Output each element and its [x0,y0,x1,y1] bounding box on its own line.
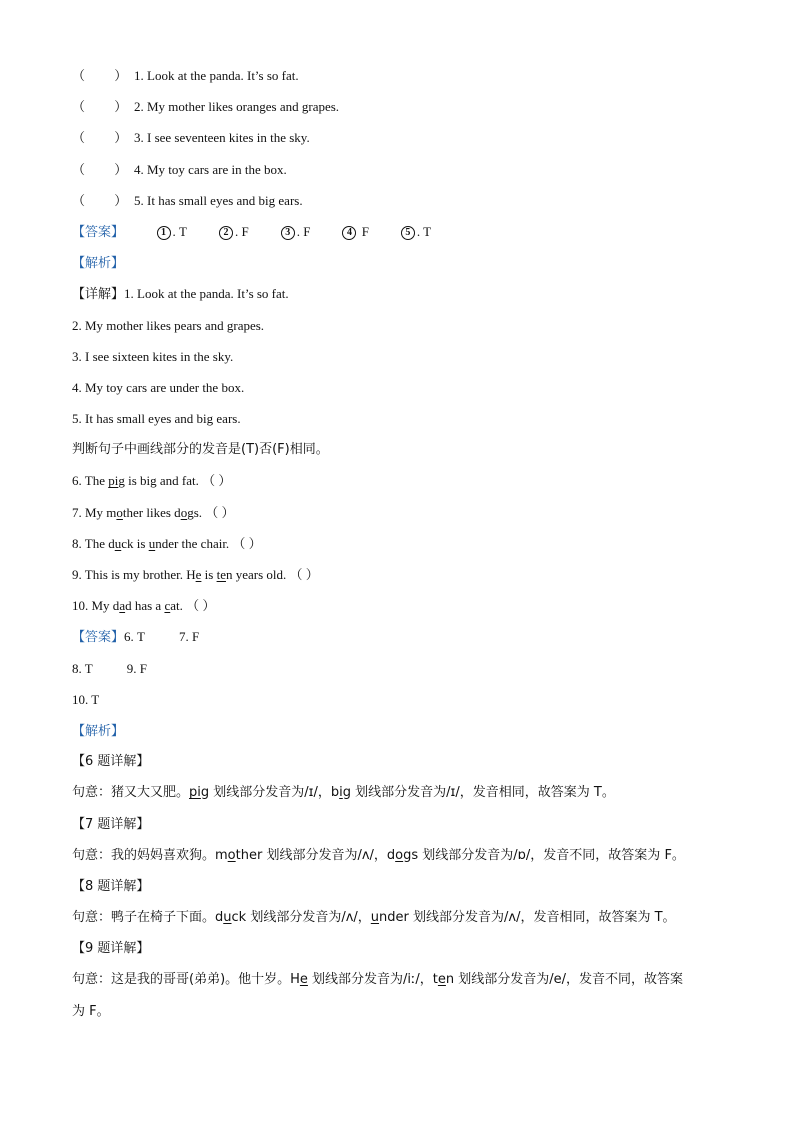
question-text: 6. The [72,473,109,489]
question-9 [72,561,732,592]
question-text: is [201,567,217,582]
question-text: It has small eyes and big ears. [147,192,303,208]
question-text: g is big and fat. （ ） [118,473,232,489]
explanation-9-cont [72,998,732,1029]
question-text: 9. This is my brother. H [72,567,196,582]
answer-label: 【答案】 [72,629,125,645]
answer-item [342,224,368,239]
detail-text: 3. I see sixteen kites in the sky. [72,348,234,364]
question-text: at. （ ） [170,598,216,614]
explanation-text: b [330,785,340,801]
detail-line-5 [72,405,732,436]
circled-number: 1 [157,226,171,240]
explanation-text: 句意：猪又大又肥。 [72,785,190,801]
question-10 [72,592,732,623]
explanation-text: 划线部分发音为/ɪ/，发音相同，故答案为 T。 [351,785,615,801]
question-1 [72,62,732,93]
question-dot: . [140,161,147,177]
explanation-9 [72,966,732,997]
question-text: 7. My m [72,504,117,520]
question-7 [72,499,732,530]
question-text: ck is [121,535,149,551]
answer-value: . T [172,223,187,239]
question-dot: . [140,192,147,208]
answer-line-1 [72,218,732,249]
underlined-sound: e [299,972,308,988]
answer-value: . F [234,223,249,239]
question-dot: . [140,130,147,146]
underlined-sound: o [395,847,404,863]
underlined-sound: a [119,598,126,614]
underlined-sound: o [227,847,236,863]
answer-item [281,224,311,239]
question-6 [72,467,732,498]
answer-items [157,224,464,239]
detail-line-4 [72,374,732,405]
explanation-text: 句意：鸭子在椅子下面。d [72,910,224,926]
explanation-8-title: 【8 题详解】 [72,878,150,894]
explanation-text: 划线部分发音为/ɪ/， [209,785,331,801]
answer-label: 【答案】 [72,223,125,239]
explanation-text: 句意：这是我的哥哥(弟弟)。他十岁。H [72,972,300,988]
detail-line-1 [72,280,732,311]
question-dot: . [140,99,147,115]
question-3 [72,124,732,155]
question-8 [72,530,732,561]
question-text: nder the chair. （ ） [155,535,262,551]
underlined-sound: u [148,535,156,551]
explanation-text: nder 划线部分发音为/ʌ/，发音相同，故答案为 T。 [379,910,676,926]
underlined-sound: e [437,972,446,988]
answer-blank: （ ） [72,130,128,146]
answer-item [219,224,249,239]
question-text: 10. My d [72,598,120,614]
explanation-text: g [200,785,210,801]
detail-text: 4. My toy cars are under the box. [72,379,245,395]
answer-item [157,224,187,239]
answer-value: . F [296,223,311,239]
question-dot: . [140,68,147,83]
underlined-sound: pi [108,473,119,489]
underlined-sound: u [114,535,122,551]
underlined-sound: e [195,567,202,582]
question-number: 3 [134,130,141,146]
detail-line-3 [72,343,732,374]
analysis-label: 【解析】 [72,255,125,271]
questions-part1 [72,62,732,218]
question-4 [72,156,732,187]
question-number: 5 [134,192,141,208]
analysis-line-2 [72,717,732,748]
answer-value: F [358,223,369,239]
underlined-sound: pi [189,785,201,801]
answer-blank: （ ） [72,192,128,208]
circled-number: 5 [401,226,415,240]
answer-item [401,224,431,239]
answer-blank: （ ） [72,161,128,177]
answer-value: 10. T [72,691,100,707]
question-text: n years old. （ ） [225,567,319,582]
question-text: Look at the panda. It’s so fat. [147,68,299,83]
explanation-text: g [342,785,352,801]
detail-line-2 [72,312,732,343]
underlined-sound: te [216,567,226,582]
answer-line-4 [72,686,732,717]
underlined-sound: u [223,910,232,926]
circled-number: 3 [281,226,295,240]
detail-text: 5. It has small eyes and big ears. [72,411,241,427]
question-text: I see seventeen kites in the sky. [147,130,310,146]
answer-value: 8. T [72,660,93,676]
analysis-line-1 [72,249,732,280]
circled-number: 2 [219,226,233,240]
explanation-7-title: 【7 题详解】 [72,816,150,832]
explanation-text: 句意：我的妈妈喜欢狗。m [72,847,228,863]
detail-label: 【详解】 [72,286,125,302]
question-number: 1 [134,68,141,83]
answer-value: 7. F [178,629,200,645]
detail-text: 1. Look at the panda. It’s so fat. [124,286,289,302]
explanation-9-title: 【9 题详解】 [72,941,150,957]
explanation-text: ther 划线部分发音为/ʌ/，d [235,847,396,863]
explanation-7 [72,842,732,873]
question-text: d has a [125,598,165,614]
explanation-text: ck 划线部分发音为/ʌ/， [231,910,371,926]
content [72,62,732,1029]
explanation-6 [72,779,732,810]
question-text: 8. The d [72,535,115,551]
answer-blank: （ ） [72,99,128,115]
underlined-sound: o [116,504,123,520]
detail-text: 2. My mother likes pears and grapes. [72,317,265,333]
explanation-text: 划线部分发音为/iː/，t [307,972,438,988]
underlined-sound: c [164,598,171,614]
explanation-text: gs 划线部分发音为/ɒ/，发音不同，故答案为 F。 [403,847,685,863]
answer-value: 9. F [126,660,147,676]
underlined-sound: u [370,910,380,926]
explanation-text: n 划线部分发音为/e/，发音不同，故答案 [445,972,684,988]
question-text: ther likes d [122,504,181,520]
explanation-6-title: 【6 题详解】 [72,754,150,770]
question-number: 4 [134,161,141,177]
circled-number: 4 [342,226,356,240]
question-number: 2 [134,99,141,115]
analysis-label: 【解析】 [72,722,125,738]
explanation-8 [72,904,732,935]
answer-line-2 [72,623,732,654]
answer-value: 6. T [124,629,145,645]
question-5 [72,187,732,218]
explanation-text: 为 F。 [72,1003,110,1019]
question-2 [72,93,732,124]
question-text: gs. （ ） [187,504,235,520]
question-text: My mother likes oranges and grapes. [147,99,340,115]
question-text: My toy cars are in the box. [147,161,287,177]
answer-line-3 [72,655,732,686]
answer-value: . T [416,223,432,239]
answer-blank: （ ） [72,68,128,83]
section-instruction: 判断句子中画线部分的发音是(T)否(F)相同。 [72,442,329,458]
underlined-sound: i [339,785,343,801]
underlined-sound: o [180,504,188,520]
